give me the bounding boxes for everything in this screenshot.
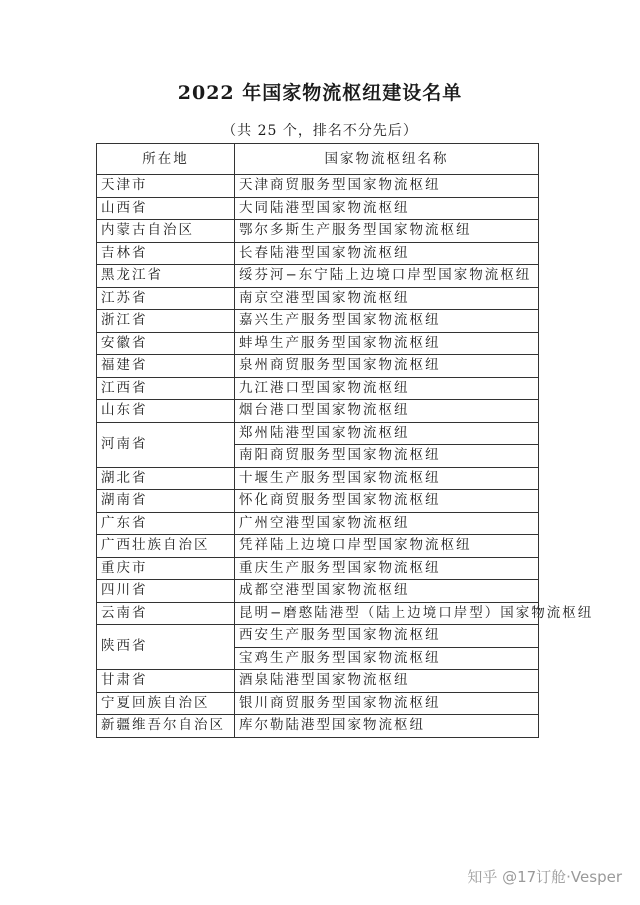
province-cell: 云南省 [97,602,235,625]
hub-name-cell: 十堰生产服务型国家物流枢纽 [235,467,539,490]
hub-name-cell: 西安生产服务型国家物流枢纽 [235,625,539,648]
table-row [97,535,539,558]
hub-list-table [96,143,594,738]
hub-name-cell: 嘉兴生产服务型国家物流枢纽 [235,310,539,333]
province-cell: 甘肃省 [97,670,235,693]
hub-name-cell: 蚌埠生产服务型国家物流枢纽 [235,332,539,355]
table-row [97,467,539,490]
table-row [97,175,539,198]
hub-name-cell: 昆明−磨憨陆港型（陆上边境口岸型）国家物流枢纽 [235,602,539,625]
province-cell: 江西省 [97,377,235,400]
hub-name-cell: 九江港口型国家物流枢纽 [235,377,539,400]
province-cell: 福建省 [97,355,235,378]
hub-name-cell: 重庆生产服务型国家物流枢纽 [235,557,539,580]
table-body [97,175,594,738]
province-cell: 吉林省 [97,242,235,265]
province-cell: 内蒙古自治区 [97,220,235,243]
hub-name-cell: 长春陆港型国家物流枢纽 [235,242,539,265]
watermark: 知乎 @17订舱·Vesper [467,868,622,886]
header-hub-name: 国家物流枢纽名称 [235,144,539,175]
hub-name-cell: 南京空港型国家物流枢纽 [235,287,539,310]
hub-name-cell: 南阳商贸服务型国家物流枢纽 [235,445,539,468]
province-cell: 宁夏回族自治区 [97,692,235,715]
table-row [97,512,539,535]
province-cell: 山西省 [97,197,235,220]
hub-name-cell: 郑州陆港型国家物流枢纽 [235,422,539,445]
province-cell: 湖北省 [97,467,235,490]
hub-name-cell: 银川商贸服务型国家物流枢纽 [235,692,539,715]
hub-name-cell: 绥芬河−东宁陆上边境口岸型国家物流枢纽 [235,265,539,288]
table-row [97,355,539,378]
hub-name-cell: 库尔勒陆港型国家物流枢纽 [235,715,539,738]
province-cell: 河南省 [97,422,235,467]
province-cell: 浙江省 [97,310,235,333]
table-row [97,332,539,355]
hub-name-cell: 大同陆港型国家物流枢纽 [235,197,539,220]
hub-name-cell: 泉州商贸服务型国家物流枢纽 [235,355,539,378]
table-row [97,670,539,693]
hub-name-cell: 广州空港型国家物流枢纽 [235,512,539,535]
table-row [97,580,539,603]
province-cell: 广西壮族自治区 [97,535,235,558]
header-location: 所在地 [97,144,235,175]
table-row [97,287,539,310]
table-row [97,715,539,738]
province-cell: 湖南省 [97,490,235,513]
province-cell: 江苏省 [97,287,235,310]
table-row [97,422,539,445]
table-row [97,400,539,423]
table-row [97,602,539,625]
province-cell: 黑龙江省 [97,265,235,288]
hub-name-cell: 烟台港口型国家物流枢纽 [235,400,539,423]
table-row [97,557,539,580]
province-cell: 广东省 [97,512,235,535]
table-row [97,220,539,243]
province-cell: 安徽省 [97,332,235,355]
province-cell: 新疆维吾尔自治区 [97,715,235,738]
hub-name-cell: 宝鸡生产服务型国家物流枢纽 [235,647,539,670]
document-title: 2022 年国家物流枢纽建设名单 [177,82,463,104]
table-row [97,625,539,648]
province-cell: 重庆市 [97,557,235,580]
hub-name-cell: 酒泉陆港型国家物流枢纽 [235,670,539,693]
table-row [97,692,539,715]
table-row [97,490,539,513]
hub-name-cell: 怀化商贸服务型国家物流枢纽 [235,490,539,513]
table-row [97,265,539,288]
table-row [97,310,539,333]
province-cell: 天津市 [97,175,235,198]
table-header-row [97,144,539,175]
table-row [97,197,539,220]
table-row [97,242,539,265]
table-row [97,377,539,400]
document-subtitle: （共 25 个，排名不分先后） [222,123,418,139]
hub-name-cell: 天津商贸服务型国家物流枢纽 [235,175,539,198]
hub-name-cell: 凭祥陆上边境口岸型国家物流枢纽 [235,535,539,558]
province-cell: 四川省 [97,580,235,603]
hub-name-cell: 鄂尔多斯生产服务型国家物流枢纽 [235,220,539,243]
province-cell: 陕西省 [97,625,235,670]
province-cell: 山东省 [97,400,235,423]
hub-name-cell: 成都空港型国家物流枢纽 [235,580,539,603]
